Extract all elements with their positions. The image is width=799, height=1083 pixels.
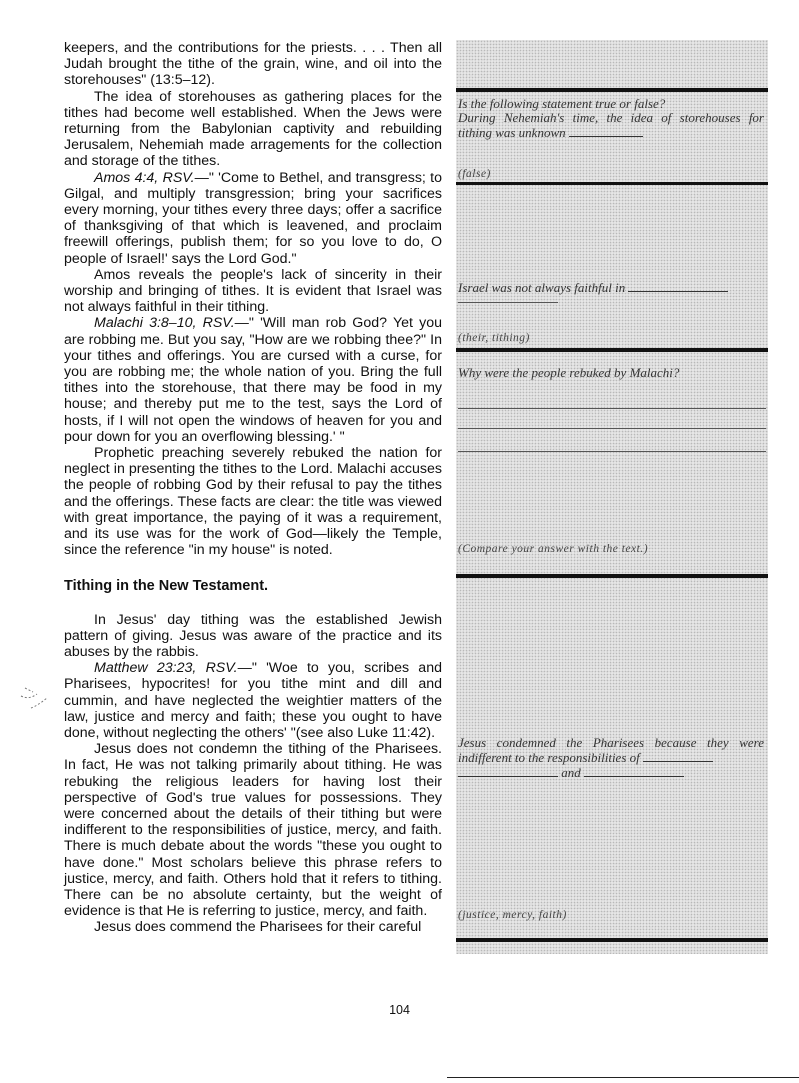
- paragraph: The idea of storehouses as gathering places for the tithes had become well established. When the Jews were returning from the Babylonian captivity and rebuilding Jerusalem, Nehemiah made arragements for the collection and storage of the tithes.: [64, 88, 442, 170]
- question-text: Why were the people rebuked by Malachi?: [458, 365, 680, 380]
- study-sidebar: [456, 40, 768, 954]
- answer-blank[interactable]: [569, 125, 643, 137]
- paragraph: Jesus does not condemn the tithing of the Pharisees. In fact, He was not talking primarily about tithing. He was rebuking the religious leaders for having lost their perspective of God's true values for possessions. They were concerned about the details of their tithing but were indifferent to the responsibilities of justice, mercy, and faith. There is much debate about the words "these you ought to have done." Most scholars believe this phrase refers to justice, mercy, and faith. Others hold that it refers to tithing. There can be no absolute certainty, but the weight of evidence is that He is referring to justice, mercy, and faith.: [64, 741, 442, 920]
- answer-blank[interactable]: [643, 750, 713, 762]
- scripture-quote: —" 'Come to Bethel, and transgress; to Gilgal, and multiply transgression; bring your sacrifices every morning, your tithes every three days; offer a sacrifice of thanksgiving of that which is leavened, and proclaim freewill offerings, publish them; for so you love to do, O people of Israel!' says the Lord God.": [64, 169, 443, 267]
- scripture-quote: —" 'Woe to you, scribes and Pharisees, hypocrites! for you tithe mint and dill and cummin, and have neglected the weightier matters of the law, justice and mercy and faith; these you ought to have done, without neglecting the others' "(see also Luke 11:42).: [64, 660, 442, 741]
- answer-key: (justice, mercy, faith): [458, 909, 567, 921]
- question-fill-in: [458, 736, 764, 780]
- section-divider: [456, 182, 768, 185]
- scripture-quote: —" 'Will man rob God? Yet you are robbing me. But you say, "How are we robbing thee?" In your tithes and offerings. You are cursed with a curse, for you are robbing me; the whole nation of you. Bring the full tithes into the storehouse, that there may be food in my house; and thereby put me to the test, says the Lord of hosts, if I will not open the windows of heaven for you and pour down for you an overflowing blessing.' ": [64, 315, 442, 445]
- page-number: 104: [389, 1003, 410, 1017]
- section-divider: [456, 574, 768, 578]
- question-open: [458, 366, 764, 380]
- scripture-matthew: [64, 660, 442, 741]
- answer-key: (false): [458, 168, 491, 180]
- paragraph: Prophetic preaching severely rebuked the nation for neglect in presenting the tithes to the Lord. Malachi accuses the people of robbing God by their refusal to pay the tithes and the offerings. These facts are clear: the title was viewed with great importance, the paying of it was a requirement, and its use was for the work of God—likely the Temple, since the reference "in my house" is noted.: [64, 445, 442, 559]
- scripture-reference: Amos 4:4, RSV.: [94, 169, 195, 186]
- answer-blank[interactable]: [458, 302, 558, 303]
- question-text: During Nehemiah's time, the idea of storehouses for tithing was unknown: [458, 110, 764, 140]
- scripture-amos: [64, 170, 442, 267]
- answer-key: (their, tithing): [458, 332, 530, 344]
- stray-pen-mark: [17, 672, 57, 722]
- answer-line[interactable]: [458, 428, 766, 429]
- bottom-rule: [447, 1077, 799, 1078]
- answer-blank[interactable]: [584, 765, 684, 777]
- paragraph: In Jesus' day tithing was the established Jewish pattern of giving. Jesus was aware of the practice and its abuses by the rabbis.: [64, 611, 442, 660]
- paragraph: Amos reveals the people's lack of sincerity in their worship and bringing of tithes. It is evident that Israel was not always faithful in their tithing.: [64, 266, 442, 316]
- answer-line[interactable]: [458, 408, 766, 409]
- paragraph: keepers, and the contributions for the priests. . . . Then all Judah brought the tithe of the grain, wine, and oil into the storehouses" (13:5–12).: [64, 40, 442, 89]
- answer-line[interactable]: [458, 451, 766, 452]
- scripture-reference: Matthew 23:23, RSV.: [94, 660, 238, 677]
- scripture-malachi: [64, 315, 442, 445]
- answer-blank[interactable]: [458, 765, 558, 777]
- answer-blank[interactable]: [628, 280, 728, 292]
- section-divider: [456, 88, 768, 92]
- section-divider: [456, 938, 768, 942]
- section-heading: Tithing in the New Testament.: [64, 577, 269, 594]
- question-true-false: [458, 97, 764, 140]
- question-text: Is the following statement true or false?: [458, 96, 666, 111]
- paragraph: Jesus does commend the Pharisees for their careful: [94, 919, 422, 936]
- answer-key: (Compare your answer with the text.): [458, 543, 649, 555]
- question-text: Israel was not always faithful in: [458, 280, 626, 295]
- main-text-column: [64, 40, 442, 936]
- section-divider: [456, 348, 768, 352]
- question-fill-in: [458, 280, 764, 295]
- question-text: and: [561, 765, 581, 780]
- question-text: Jesus condemned the Pharisees because they were indifferent to the responsibilities of: [458, 735, 764, 765]
- scripture-reference: Malachi 3:8–10, RSV.: [94, 315, 235, 332]
